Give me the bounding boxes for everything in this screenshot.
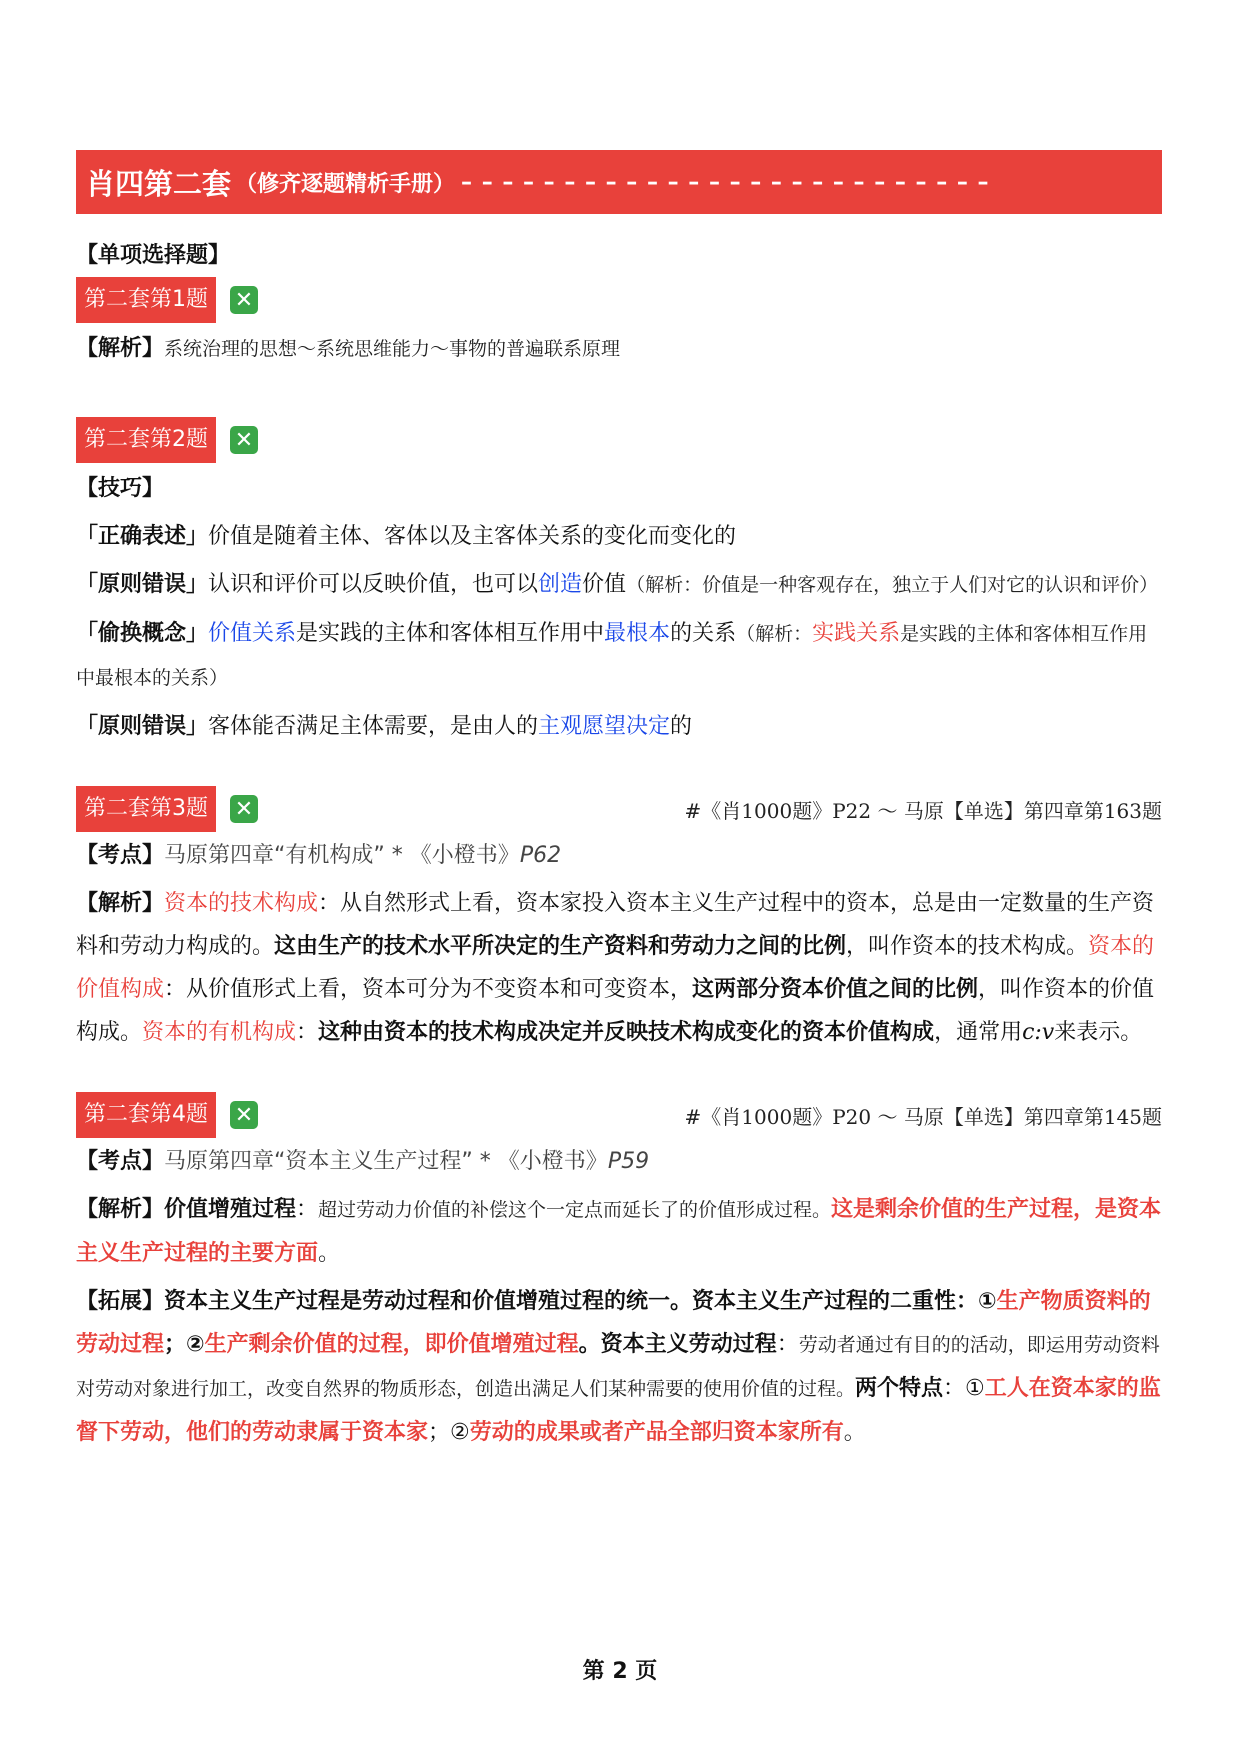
banner-dashes: – – – – – – – – – – – – – – – – – – – – – – – – – –	[461, 169, 990, 195]
tip-line: 「原则错误」认识和评价可以反映价值，也可以创造价值（解析：价值是一种客观存在，独立于人们对它的认识和评价）	[76, 572, 1159, 597]
key-point: 【考点】马原第四章“有机构成” * 《小橙书》P62	[76, 843, 562, 868]
question-tag: 第二套第1题	[76, 277, 216, 323]
question-4-extension: 【拓展】资本主义生产过程是劳动过程和价值增殖过程的统一。资本主义生产过程的二重性：①生产物质资料的劳动过程；②生产剩余价值的过程，即价值增殖过程。资本主义劳动过程：劳动者通过有目的的活动，即运用劳动资料对劳动对象进行加工，改变自然界的物质形态，创造出满足人们某种需要的使用价值的过程。两个特点：①工人在资本家的监督下劳动，他们的劳动隶属于资本家；②劳动的成果或者产品全部归资本家所有。	[76, 1289, 1161, 1445]
cross-mark-icon: ✕	[230, 1101, 258, 1129]
tip-line: 「正确表述」价值是随着主体、客体以及主客体关系的变化而变化的	[76, 524, 737, 549]
question-tag: 第二套第3题	[76, 786, 216, 832]
question-4-header	[76, 1092, 1162, 1138]
question-tag: 第二套第4题	[76, 1092, 216, 1138]
reference: #《肖1000题》P22 ～ 马原【单选】第四章第163题	[684, 798, 1162, 823]
question-tag: 第二套第2题	[76, 417, 216, 463]
banner-title: 肖四第二套	[86, 166, 232, 201]
question-4-analysis: 【解析】价值增殖过程：超过劳动力价值的补偿这个一定点而延长了的价值形成过程。这是剩余价值的生产过程，是资本主义生产过程的主要方面。	[76, 1197, 1162, 1266]
question-1-analysis: 【解析】系统治理的思想～系统思维能力～事物的普遍联系原理	[76, 336, 621, 361]
section-label: 【单项选择题】	[76, 243, 231, 268]
cross-mark-icon: ✕	[230, 426, 258, 454]
page-number: 第 2 页	[582, 1659, 658, 1684]
tip-line: 「偷换概念」价值关系是实践的主体和客体相互作用中最根本的关系（解析：实践关系是实践的主体和客体相互作用中最根本的关系）	[76, 621, 1148, 689]
question-3-header	[76, 786, 1162, 832]
key-point: 【考点】马原第四章“资本主义生产过程” * 《小橙书》P59	[76, 1149, 650, 1174]
reference: #《肖1000题》P20 ～ 马原【单选】第四章第145题	[684, 1104, 1162, 1129]
cross-mark-icon: ✕	[230, 286, 258, 314]
title-banner	[76, 150, 1162, 214]
tip-line: 「原则错误」客体能否满足主体需要，是由人的主观愿望决定的	[76, 714, 693, 739]
question-2-header	[76, 417, 1162, 463]
document-page	[76, 150, 1162, 1454]
cross-mark-icon: ✕	[230, 795, 258, 823]
banner-subtitle: （修齐逐题精析手册）	[235, 171, 456, 197]
question-3-analysis: 【解析】资本的技术构成：从自然形式上看，资本家投入资本主义生产过程中的资本，总是由一定数量的生产资料和劳动力构成的。这由生产的技术水平所决定的生产资料和劳动力之间的比例，叫作资本的技术构成。资本的价值构成：从价值形式上看，资本可分为不变资本和可变资本，这两部分资本价值之间的比例，叫作资本的价值构成。资本的有机构成：这种由资本的技术构成决定并反映技术构成变化的资本价值构成，通常用c:v来表示。	[76, 891, 1155, 1045]
question-1-header	[76, 277, 1162, 323]
tip-label: 【技巧】	[76, 476, 165, 501]
